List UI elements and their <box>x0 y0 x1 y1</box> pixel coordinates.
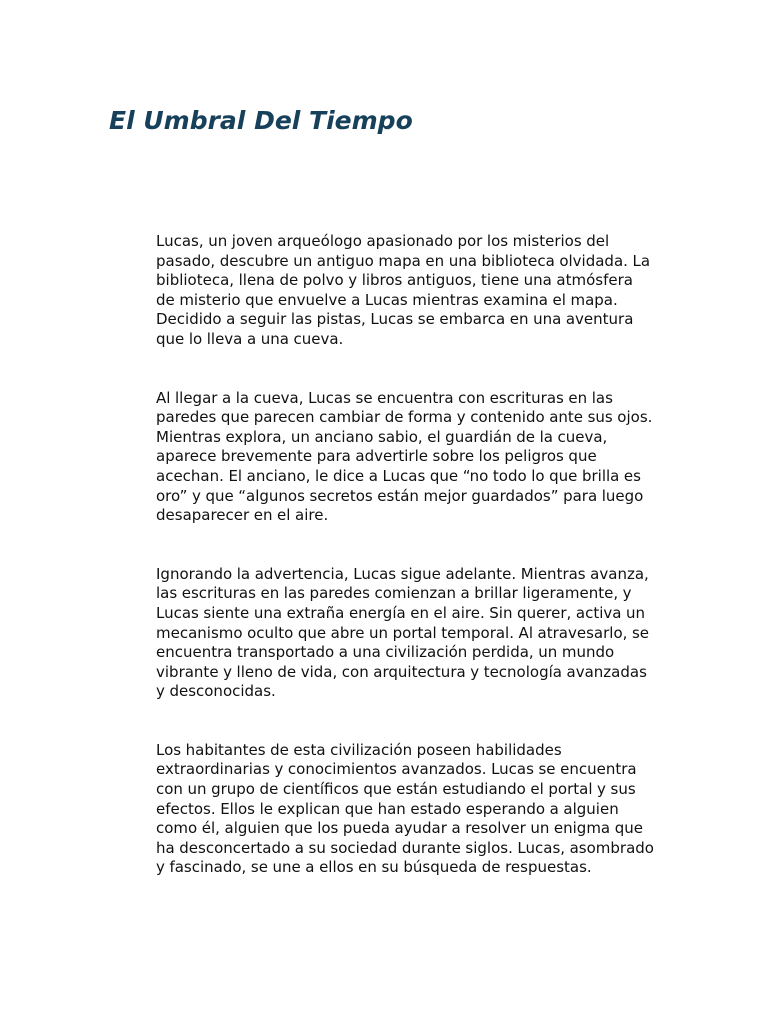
document-body <box>156 232 656 917</box>
paragraph-1: Lucas, un joven arqueólogo apasionado por los misterios del pasado, descubre un antiguo mapa en una biblioteca olvidada. La biblioteca, llena de polvo y libros antiguos, tiene una atmósfera de misterio que envuelve a Lucas mientras examina el mapa. Decidido a seguir las pistas, Lucas se embarca en una aventura que lo lleva a una cueva. <box>156 232 651 348</box>
paragraph-2: Al llegar a la cueva, Lucas se encuentra con escrituras en las paredes que parecen cambiar de forma y contenido ante sus ojos. Mientras explora, un anciano sabio, el guardián de la cueva, aparece brevemente para advertirle sobre los peligros que acechan. El anciano, le dice a Lucas que “no todo lo que brilla es oro” y que “algunos secretos están mejor guardados” para luego desaparecer en el aire. <box>156 388 653 525</box>
paragraph-3: Ignorando la advertencia, Lucas sigue adelante. Mientras avanza, las escrituras en las paredes comienzan a brillar ligeramente, y Lucas siente una extraña energía en el aire. Sin querer, activa un mecanismo oculto que abre un portal temporal. Al atravesarlo, se encuentra transportado a una civilización perdida, un mundo vibrante y lleno de vida, con arquitectura y tecnología avanzadas y desconocidas. <box>156 564 649 701</box>
document-title: El Umbral Del Tiempo <box>109 106 413 135</box>
paragraph-4: Los habitantes de esta civilización poseen habilidades extraordinarias y conocimientos avanzados. Lucas se encuentra con un grupo de científicos que están estudiando el portal y sus efectos. Ellos le explican que han estado esperando a alguien como él, alguien que los pueda ayudar a resolver un enigma que ha desconcertado a su sociedad durante siglos. Lucas, asombrado y fascinado, se une a ellos en su búsqueda de respuestas. <box>156 740 654 877</box>
